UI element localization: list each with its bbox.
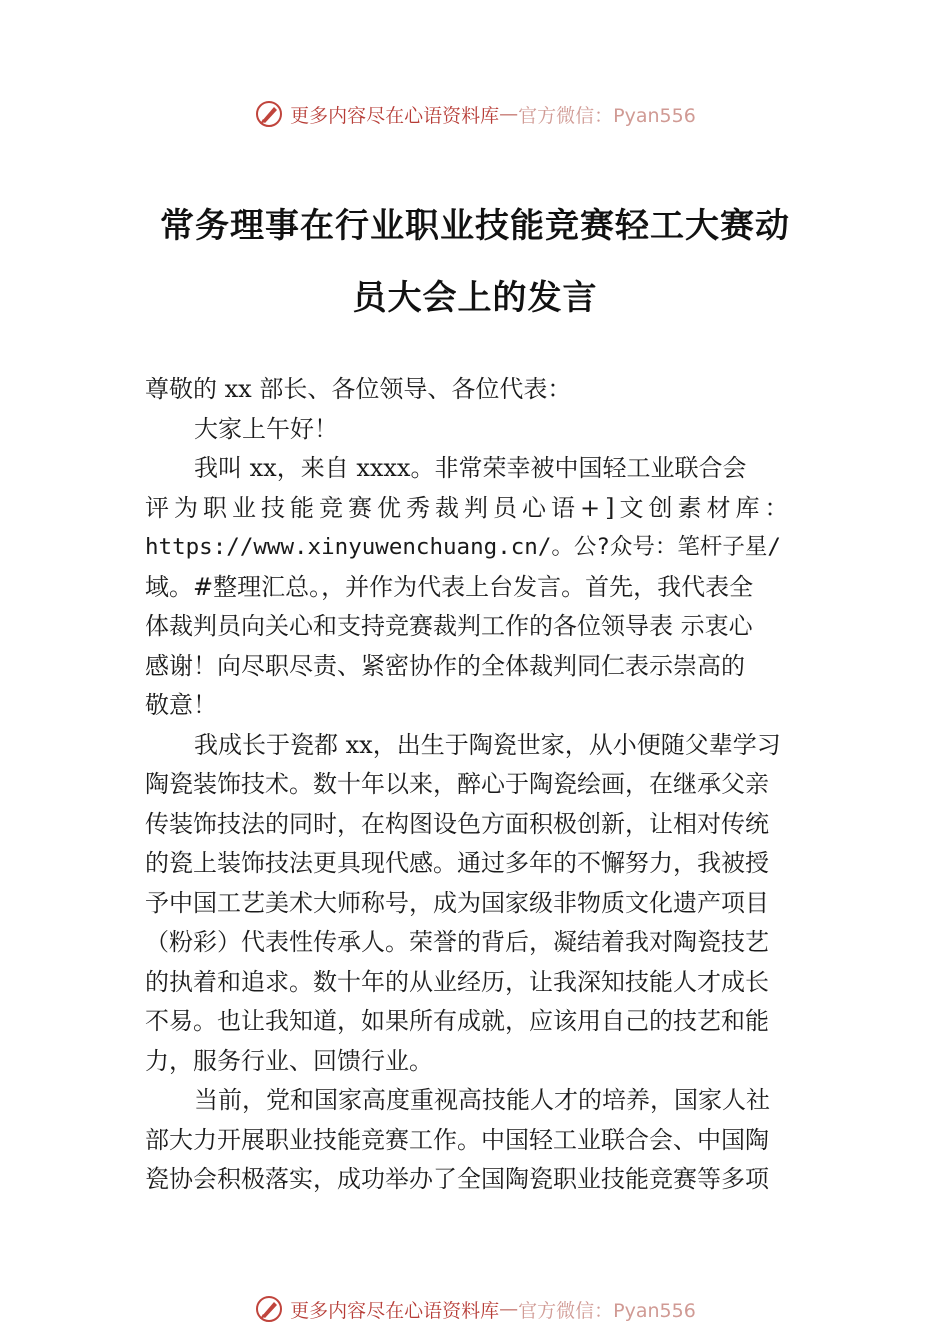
banner-wechat-text: 官方微信：Pyan556 [518,1299,696,1322]
paragraph-line: 陶瓷装饰技术。数十年以来，醉心于陶瓷绘画，在继承父亲 [145,770,769,798]
banner-dash: — [499,1298,519,1320]
document-title-line-2: 员大会上的发言 [352,278,598,318]
footer-banner [0,1289,950,1329]
paragraph-line: 域。#整理汇总。，并作为代表上台发言。首先，我代表全 [145,572,754,601]
paragraph-line: 的瓷上装饰技法更具现代感。通过多年的不懈努力，我被授 [145,849,769,877]
paragraph-line: 敬意！ [145,691,217,719]
banner-brand-text: 更多内容尽在心语资料库 [290,1299,500,1322]
pen-logo-icon [254,99,284,129]
paragraph-line: 部大力开展职业技能竞赛工作。中国轻工业联合会、中国陶 [145,1125,769,1154]
greeting: 大家上午好！ [194,414,338,443]
paragraph-line: 的执着和追求。数十年的从业经历，让我深知技能人才成长 [145,967,769,996]
paragraph-line: 力，服务行业、回馈行业。 [145,1046,433,1075]
paragraph-line: 我叫 xx，来自 xxxx。非常荣幸被中国轻工业联合会 [194,454,747,482]
paragraph-line: 予中国工艺美术大师称号，成为国家级非物质文化遗产项目 [145,888,769,917]
paragraph-line: 当前，党和国家高度重视高技能人才的培养，国家人社 [194,1086,770,1114]
banner-dash: — [499,103,519,125]
paragraph-line: 感谢！向尽职尽责、紧密协作的全体裁判同仁表示崇高的 [145,651,745,680]
paragraph-1 [145,449,807,726]
salutation: 尊敬的 xx 部长、各位领导、各位代表： [145,375,572,403]
paragraph-line: 我成长于瓷都 xx，出生于陶瓷世家，从小便随父辈学习 [194,730,781,759]
paragraph-line: 传装饰技法的同时，在构图设色方面积极创新，让相对传统 [145,809,769,838]
pen-logo-icon [254,1294,284,1324]
banner-brand-text: 更多内容尽在心语资料库 [290,104,500,127]
paragraph-line: 瓷协会积极落实，成功举办了全国陶瓷职业技能竞赛等多项 [145,1165,769,1193]
paragraph-line: 评为职业技能竞赛优秀裁判员心语+]文创素材库： [145,493,794,522]
document-body [145,370,807,1200]
paragraph-line: 体裁判员向关心和支持竞赛裁判工作的各位领导表 示衷心 [145,612,753,640]
paragraph-3 [145,1081,807,1200]
banner-wechat-text: 官方微信：Pyan556 [518,104,696,127]
paragraph-line: https://www.xinyuwenchuang.cn/。公?众号：笔杆子星/ [145,534,781,560]
document-title-line-1: 常务理事在行业职业技能竞赛轻工大赛动 [160,206,790,246]
paragraph-line: 不易。也让我知道，如果所有成就，应该用自己的技艺和能 [145,1007,769,1035]
header-banner [0,94,950,134]
paragraph-line: （粉彩）代表性传承人。荣誉的背后，凝结着我对陶瓷技艺 [145,928,769,956]
paragraph-2 [145,726,807,1082]
